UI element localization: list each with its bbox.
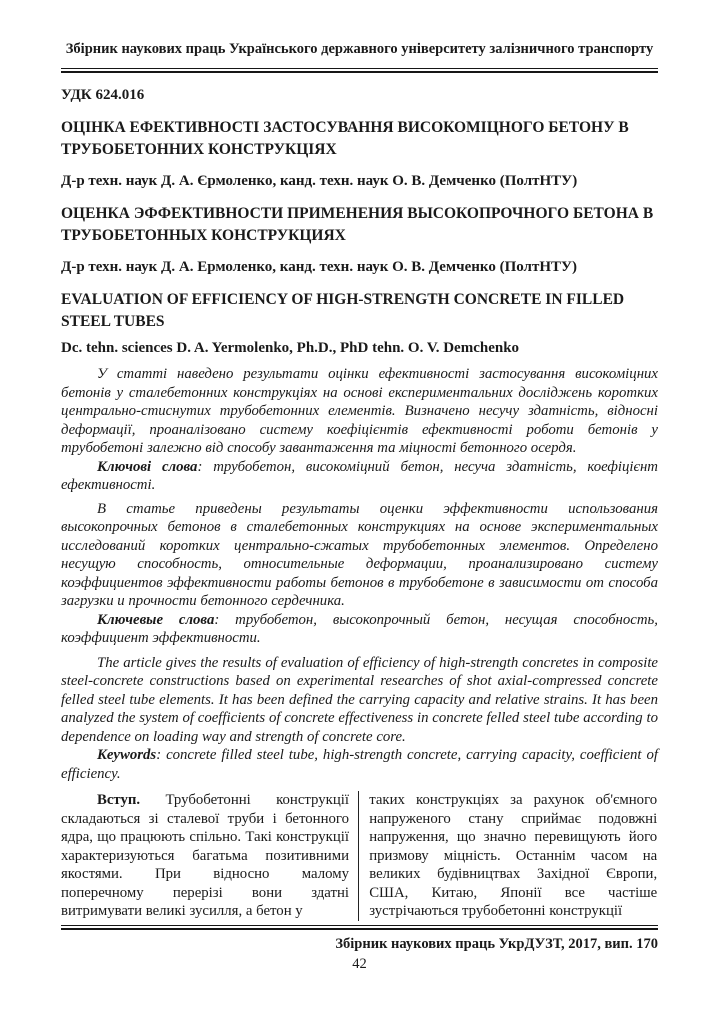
article-title-en: EVALUATION OF EFFICIENCY OF HIGH-STRENGTH CONCRETE IN FILLED STEEL TUBES bbox=[61, 291, 625, 330]
footer-journal-line: Збірник наукових праць УкрДУЗТ, 2017, вип. 170 bbox=[335, 935, 658, 952]
column-divider bbox=[358, 791, 359, 921]
authors-ua: Д-р техн. наук Д. А. Єрмоленко, канд. техн. наук О. В. Демченко (ПолтНТУ) bbox=[61, 173, 578, 189]
article-title-ru: ОЦЕНКА ЭФФЕКТИВНОСТИ ПРИМЕНЕНИЯ ВЫСОКОПРОЧНОГО БЕТОНА В ТРУБОБЕТОННЫХ КОНСТРУКЦИЯХ bbox=[61, 205, 654, 244]
keywords-label-en: Keywords bbox=[97, 747, 157, 763]
udc-code: УДК 624.016 bbox=[61, 87, 145, 103]
keywords-label-ru: Ключевые слова bbox=[97, 611, 215, 628]
authors-en: Dc. tehn. sciences D. A. Yermolenko, Ph.D., PhD tehn. O. V. Demchenko bbox=[61, 340, 520, 356]
abstract-ru bbox=[61, 500, 658, 648]
running-head: Збірник наукових праць Українського державного університету залізничного транспорту bbox=[65, 41, 654, 57]
page-number: 42 bbox=[352, 955, 367, 972]
abstract-ru-keywords bbox=[61, 611, 658, 648]
header-rule bbox=[61, 68, 658, 73]
keywords-text-ru: : трубобетон, высокопрочный бетон, несущая способность, коэффициент эффективности. bbox=[61, 611, 658, 646]
authors-ru: Д-р техн. наук Д. А. Ермоленко, канд. техн. наук О. В. Демченко (ПолтНТУ) bbox=[61, 259, 578, 275]
abstract-en-keywords bbox=[61, 746, 658, 783]
page-content bbox=[61, 0, 658, 973]
body-right-paragraph: таких конструкціях за рахунок об'ємного напруженого стану сприймає подовжні напруження, що значно перевищують його призмову міцність. Останнім часом на великих будівництвах Західної Європи, США, Китаю, Японії все частіше зустрічаються трубобетонні конструкції bbox=[369, 792, 658, 919]
abstract-ru-text: В статье приведены результаты оценки эффективности использования высокопрочных бетонов в сталебетонных конструкциях на основе экспериментальных исследований коротких центрально-сжатых трубобетонных элементов. Определено несущую способность, относительные деформации, проанализировано систему коэффициентов эффективности работы бетонов в трубобетоне в зависимости от способа загрузки и прочности бетонного сердечника. bbox=[61, 500, 658, 609]
body-left-text: Трубобетонні конструкції складаються зі сталевої труби і бетонного ядра, що працюють спільно. Такі конструкції характеризуються багатьма позитивними якостями. При відносно малому поперечному перерізі вони здатні витримувати великі зусилля, а бетон у bbox=[61, 792, 349, 919]
body-two-columns bbox=[61, 791, 658, 921]
abstract-en bbox=[61, 654, 658, 784]
body-right-column bbox=[369, 791, 657, 921]
abstract-en-text: The article gives the results of evaluation of efficiency of high-strength concretes in composite steel-concrete constructions based on experimental researches of shot axial-compressed concrete felled steel tube elements. It has been defined the carrying capacity and relative strains. It has been analyzed the system of coefficients of concrete effectiveness in concrete felled steel tube according to dependence on loading way and strength of concrete core. bbox=[61, 654, 658, 745]
intro-heading: Вступ. bbox=[97, 792, 141, 808]
abstract-ua-keywords bbox=[61, 458, 658, 495]
body-left-column bbox=[61, 791, 349, 921]
abstract-ua-text: У статті наведено результати оцінки ефективності застосування високоміцних бетонів у сталебетонних конструкціях на основі експериментальних досліджень коротких центрально-стиснутих трубобетонних елементів. Визначено несучу здатність, відносні деформації, проаналізовано систему коефіцієнтів ефективності роботи бетонів у трубобетоні залежно від способу завантаження та міцності бетонного осердя. bbox=[61, 366, 658, 456]
keywords-text-en: : concrete filled steel tube, high-strength concrete, carrying capacity, coefficient of efficiency. bbox=[61, 747, 658, 782]
article-title-ua: ОЦІНКА ЕФЕКТИВНОСТІ ЗАСТОСУВАННЯ ВИСОКОМІЦНОГО БЕТОНУ В ТРУБОБЕТОННИХ КОНСТРУКЦІЯХ bbox=[61, 119, 629, 158]
footer-rule bbox=[61, 925, 658, 930]
abstract-ua bbox=[61, 365, 658, 495]
body-left-paragraph bbox=[61, 791, 349, 921]
keywords-label-ua: Ключові слова bbox=[97, 458, 198, 475]
keywords-text-ua: : трубобетон, високоміцний бетон, несуча здатність, коефіцієнт ефективності. bbox=[61, 458, 658, 493]
